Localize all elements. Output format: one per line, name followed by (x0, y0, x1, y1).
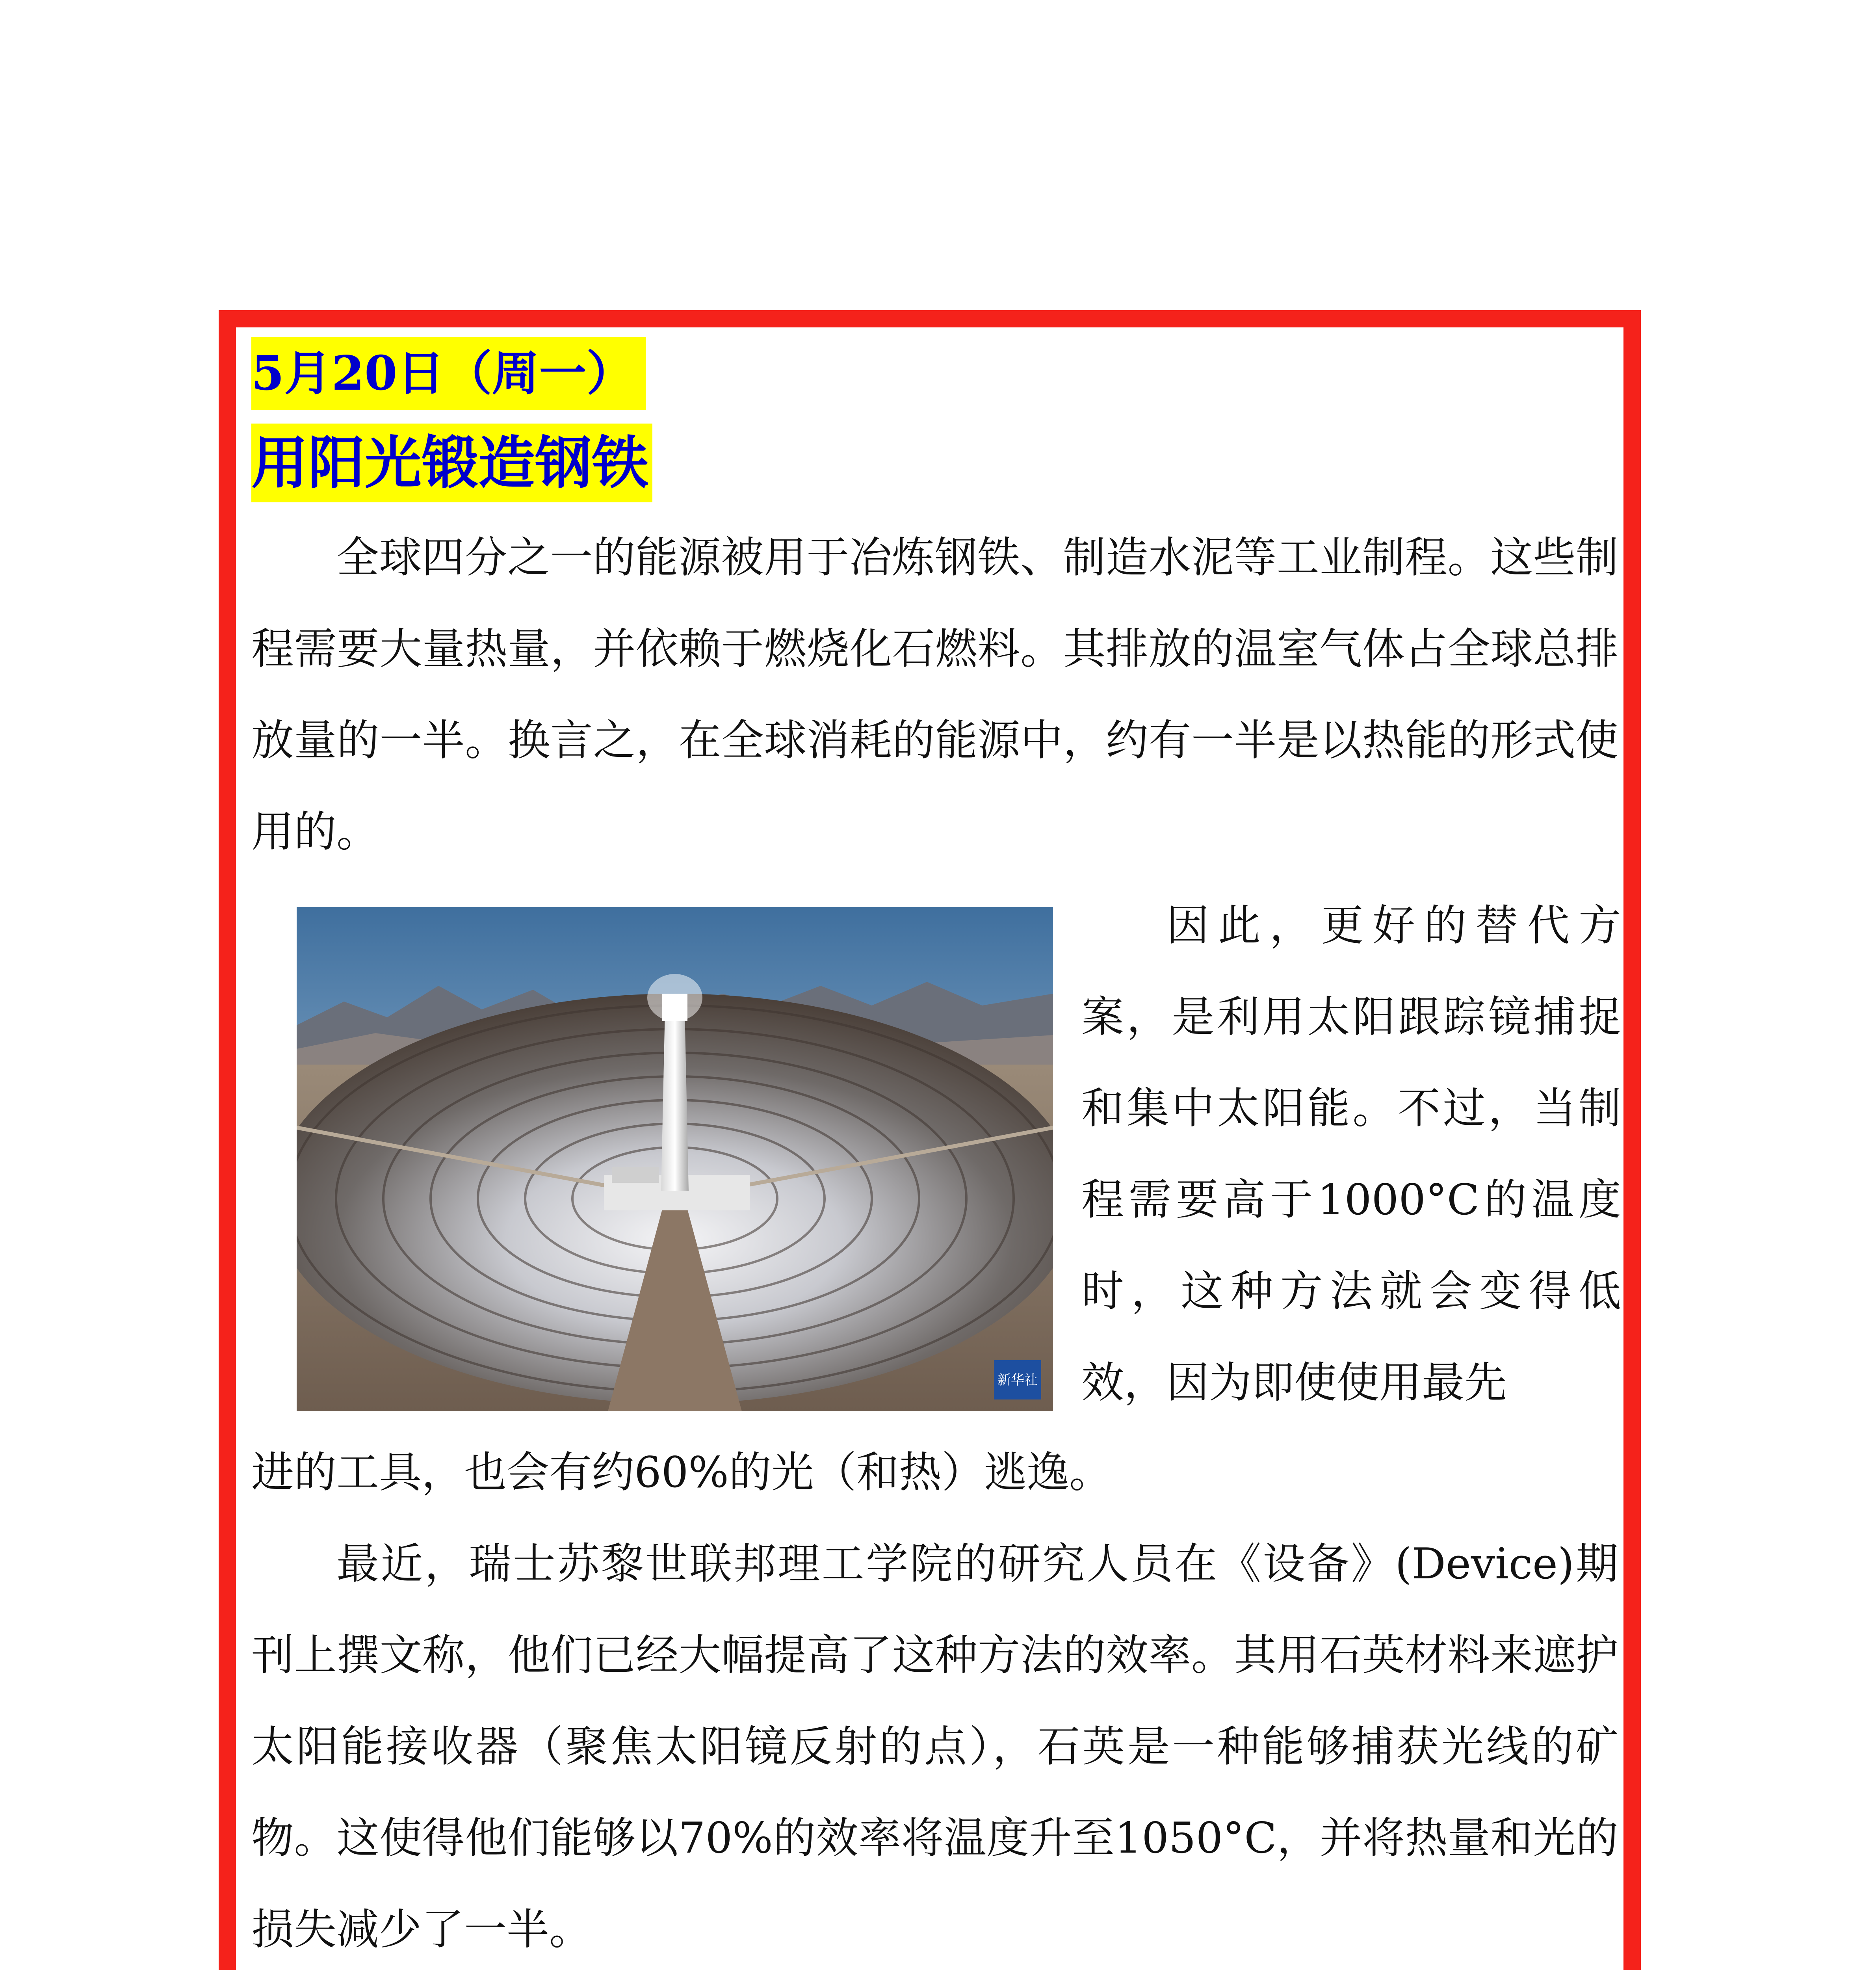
paragraph-2-side (1081, 880, 1621, 1429)
date-label: 5月20日（周一） (251, 337, 646, 410)
solar-tower-photo (297, 907, 1053, 1411)
photo-watermark: 新华社 (997, 1372, 1038, 1388)
article-title: 用阳光锻造钢铁 (251, 424, 652, 502)
paragraph-2-side-text: 因此，更好的替代方案，是利用太阳跟踪镜捕捉和集中太阳能。不过，当制程需要高于1000°C的温度时，这种方法就会变得低效，因为即使使用最先 (1081, 901, 1621, 1407)
paragraph-3 (251, 1518, 1618, 1970)
paragraph-1-text: 全球四分之一的能源被用于冶炼钢铁、制造水泥等工业制程。这些制程需要大量热量，并依赖于燃烧化石燃料。其排放的温室气体占全球总排放量的一半。换言之，在全球消耗的能源中，约有一半是以热能的形式使用的。 (251, 533, 1618, 857)
paragraph-2-tail: 进的工具，也会有约60%的光（和热）逃逸。 (251, 1448, 1112, 1497)
paragraph-1 (251, 512, 1618, 878)
paragraph-3-text: 最近，瑞士苏黎世联邦理工学院的研究人员在《设备》(Device)期刊上撰文称，他们已经大幅提高了这种方法的效率。其用石英材料来遮护太阳能接收器（聚焦太阳镜反射的点），石英是一种能够捕获光线的矿物。这使得他们能够以70%的效率将温度升至1050°C，并将热量和光的损失减少了一半。 (251, 1539, 1618, 1954)
